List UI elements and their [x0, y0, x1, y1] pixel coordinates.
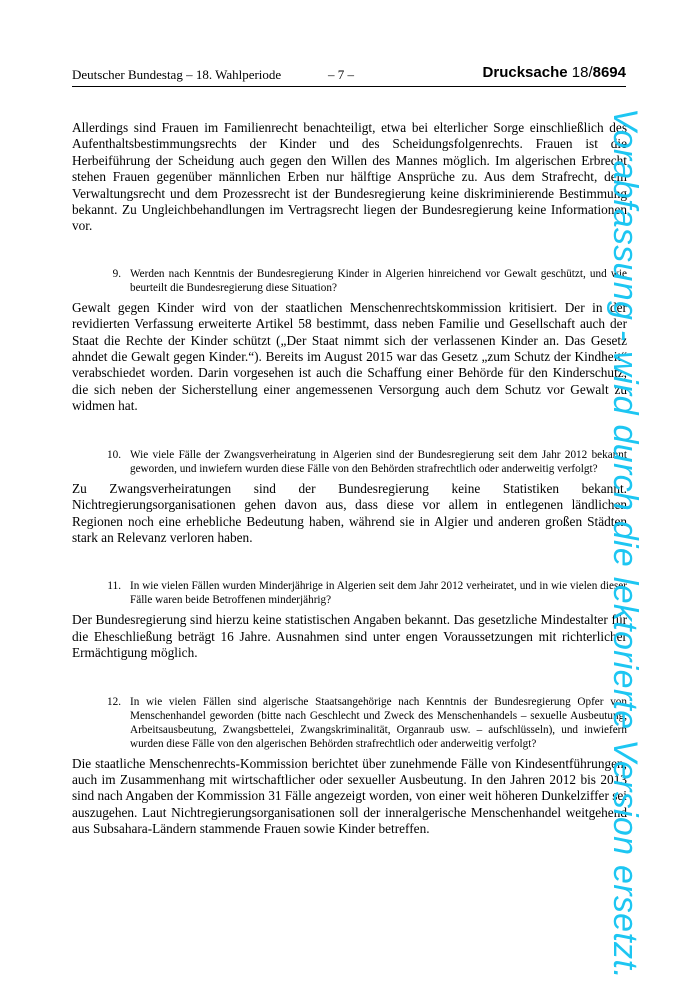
question-text: Wie viele Fälle der Zwangsverheiratung in Algerien sind der Bundesregierung seit dem Jahr 2012 bekannt geworden, und inwiefern wurden diese Fälle von den Behörden strafrechtlich oder anderweitig verfolgt?	[130, 448, 627, 475]
question-text: In wie vielen Fällen wurden Minderjährige in Algerien seit dem Jahr 2012 verheiratet, und in wie vielen dieser Fälle waren beide Betroffenen minderjährig?	[130, 580, 627, 607]
answer-paragraph: Allerdings sind Frauen im Familienrecht benachteiligt, etwa bei elterlicher Sorge einschließlich des Aufenthaltsbestimmungsrechts der Kinder und des Scheidungsfolgenrechts. Frauen ist die Herbeiführung der Scheidung auch gegen den Willen des Mannes möglich. Im algerischen Erbrecht stehen Frauen gegenüber männlichen Erben nur hälftige Ansprüche zu. Aus dem Strafrecht, dem Verwaltungsrecht und dem Prozessrecht ist der Bundesregierung keine diskriminierende Bestimmung bekannt. Zu Ungleichbehandlungen im Vertragsrecht liegen der Bundesregierung keine Informationen vor.	[72, 120, 627, 234]
document-body	[72, 120, 627, 838]
answer-paragraph: Die staatliche Menschenrechts-Kommission berichtet über zunehmende Fälle von Kindesentführungen, auch im Zusammenhang mit wirtschaftlicher oder sexueller Ausbeutung. In den Jahren 2012 bis 2013 sind nach Angaben der Kommission 31 Fälle angezeigt worden, von einer weit höheren Dunkelziffer sei auszugehen. Laut Nichtregierungsorganisationen soll der inneralgerische Menschenhandel weitgehend aus Subsahara-Ländern stammende Frauen sowie Kinder betreffen.	[72, 755, 627, 837]
answer-paragraph: Zu Zwangsverheiratungen sind der Bundesregierung keine Statistiken bekannt. Nichtregierungsorganisationen gehen davon aus, dass diese vor allem in entlegenen ländlichen Regionen noch eine erhebliche Bedeutung haben, während sie in Algier und anderen großen Städten stark an Relevanz verloren haben.	[72, 480, 627, 545]
header-doc-id: 8694	[592, 64, 626, 81]
draft-watermark	[606, 108, 688, 979]
question-text: In wie vielen Fällen sind algerische Staatsangehörige nach Kenntnis der Bundesregierung Opfer von Menschenhandel geworden (bitte nach Geschlecht und Zweck des Menschenhandels – sexuelle Ausbeutung, Arbeitsausbeutung, Zwangsbettelei, Zwangskriminalität, Organraub usw. – aufschlüsseln), und inwiefern wurden diese Fälle von den algerischen Behörden strafrechtlich oder anderweitig verfolgt?	[130, 695, 627, 750]
question-11	[72, 579, 627, 607]
question-12	[72, 695, 627, 751]
header-doc-series: 18/	[571, 64, 593, 81]
question-9	[72, 267, 627, 295]
question-text: Werden nach Kenntnis der Bundesregierung Kinder in Algerien hinreichend vor Gewalt geschützt, und wie beurteilt die Bundesregierung diese Situation?	[130, 267, 627, 294]
question-number: 12.	[107, 695, 121, 708]
header-parliament: Deutscher Bundestag – 18. Wahlperiode	[72, 67, 282, 82]
question-10	[72, 448, 627, 476]
question-number: 10.	[107, 448, 121, 461]
question-number: 9.	[112, 267, 121, 280]
answer-paragraph: Gewalt gegen Kinder wird von der staatlichen Menschenrechtskommission kritisiert. Der in der revidierten Verfassung erweiterte Artikel 58 bestimmt, dass neben Familie und Gesellschaft auch der Staat die Rechte der Kinder schützt („Der Staat nimmt sich der verlassenen Kinder an. Das Gesetz ahndet die Gewalt gegen Kinder.“). Bereits im August 2015 war das Gesetz „zum Schutz der Kindheit“ verabschiedet worden. Darin vorgesehen ist auch die Schaffung einer Behörde für den Kinderschutz, die sich neben der Sicherstellung einer angemessenen Versorgung auch dem Schutz vor Gewalt zu widmen hat.	[72, 299, 627, 414]
page-header	[72, 64, 626, 87]
question-number: 11.	[107, 580, 121, 593]
header-document-number	[483, 64, 626, 81]
header-doc-label: Drucksache	[482, 64, 568, 81]
header-page-number: – 7 –	[328, 67, 354, 82]
answer-paragraph: Der Bundesregierung sind hierzu keine statistischen Angaben bekannt. Das gesetzliche Mindestalter für die Eheschließung beträgt 16 Jahre. Ausnahmen sind unter engen Voraussetzungen mit richterlicher Ermächtigung möglich.	[72, 612, 627, 661]
watermark-text: Vorabfassung - wird durch die lektorierte Version ersetzt.	[606, 108, 644, 979]
